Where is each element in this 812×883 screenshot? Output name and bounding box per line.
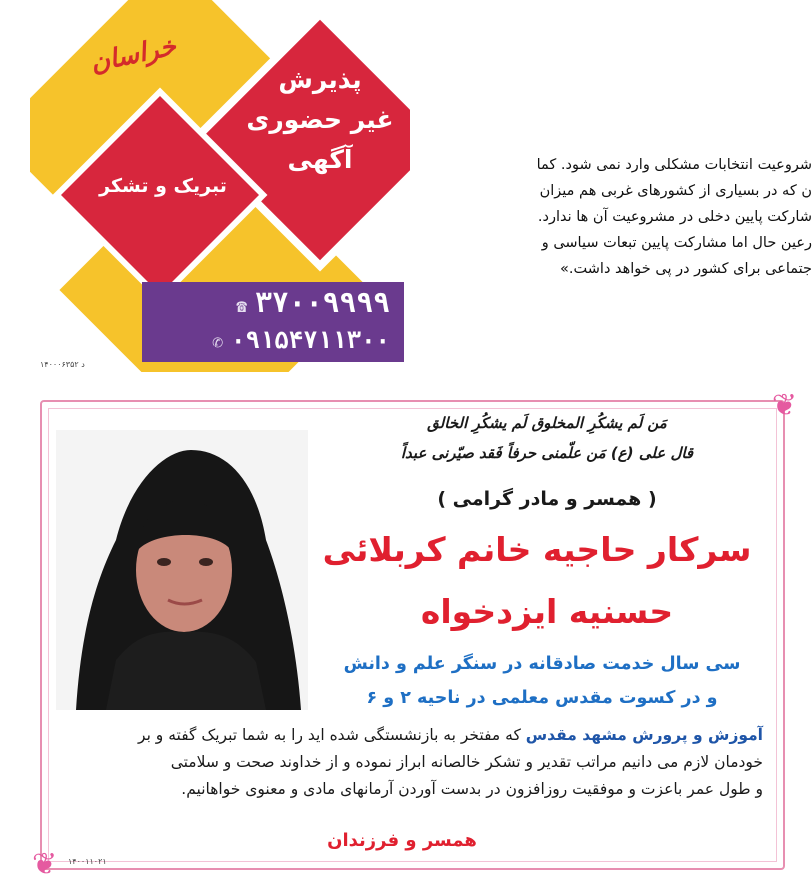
- article-column-text: [470, 152, 812, 282]
- phone-number: ۳۷۰۰۹۹۹۹: [255, 286, 390, 319]
- service-line-2: و در کسوت مقدس معلمی در ناحیه ۲ و ۶: [366, 688, 718, 708]
- phone-icon: ☎: [236, 296, 248, 317]
- body-line-1: [54, 722, 763, 749]
- flourish-icon: ❦: [771, 388, 797, 423]
- service-line-1: سی سال خدمت صادقانه در سنگر علم و دانش: [343, 654, 741, 674]
- phone-line-2: [212, 326, 390, 354]
- newspaper-logo: خراسان: [87, 31, 179, 79]
- mobile-icon: ✆: [212, 332, 224, 353]
- relation-label: ( همسر و مادر گرامی ): [437, 488, 657, 510]
- flourish-icon: ❦: [32, 847, 58, 882]
- body-line-2: خودمان لازم می دانیم مراتب تقدیر و تشکر خالصانه ابراز نموده و از خداوند صحت و سلامتی: [170, 753, 763, 771]
- promo-main-line1: پذیرش: [278, 65, 362, 94]
- portrait-illustration: [56, 430, 308, 710]
- phone-box: [142, 282, 404, 362]
- phone-line-1: [236, 286, 390, 319]
- portrait-photo: [56, 430, 308, 710]
- ad-code: ۱۴۰۰۱۱۰۲۱: [68, 857, 107, 866]
- quote-line-2: قال علی (ع) مَن علّمنی حرفاً فَقد صیّرنی عبداً: [400, 444, 694, 462]
- body-line-1-rest: که مفتخر به بازنشستگی شده اید را به شما تبریک گفته و بر: [138, 726, 526, 744]
- promo-main-text: [230, 60, 410, 180]
- promo-main-line3: آگهی: [287, 145, 353, 174]
- body-highlight: آموزش و پرورش مشهد مقدس: [525, 726, 763, 744]
- body-line-3: و طول عمر باعزت و موفقیت روزافزون در بدست آوردن آرمانهای مادی و معنوی خواهانیم.: [181, 780, 763, 798]
- article-line: ن که در بسیاری از کشورهای غربی هم میزان: [539, 183, 812, 199]
- promo-side-label: تبریک و تشکر: [99, 175, 227, 197]
- article-line: جتماعی برای کشور در پی خواهد داشت.»: [560, 261, 812, 277]
- ad-body-text: [54, 722, 763, 803]
- promo-main-line2: غیر حضوری: [246, 105, 394, 134]
- congratulation-ad: [32, 388, 797, 882]
- honoree-name: حسنیه ایزدخواه: [420, 592, 674, 631]
- article-line: شروعیت انتخابات مشکلی وارد نمی شود. کما: [536, 157, 812, 173]
- quote-line-1: مَن لَم یشکُرِ المخلوق لَم یشکُرِ الخالق: [427, 414, 667, 432]
- honoree-title: سرکار حاجیه خانم کربلائی: [322, 530, 752, 569]
- signature: همسر و فرزندان: [327, 830, 477, 851]
- promo-code: ۱۴۰۰۰۶۳۵۲ د: [40, 360, 85, 369]
- mobile-number: ۰۹۱۵۴۷۱۱۳۰۰: [231, 326, 390, 354]
- article-line: شارکت پایین دخلی در مشروعیت آن ها ندارد.: [537, 209, 812, 225]
- promo-ad: [30, 0, 410, 372]
- article-line: رعین حال اما مشارکت پایین تبعات سیاسی و: [541, 235, 812, 251]
